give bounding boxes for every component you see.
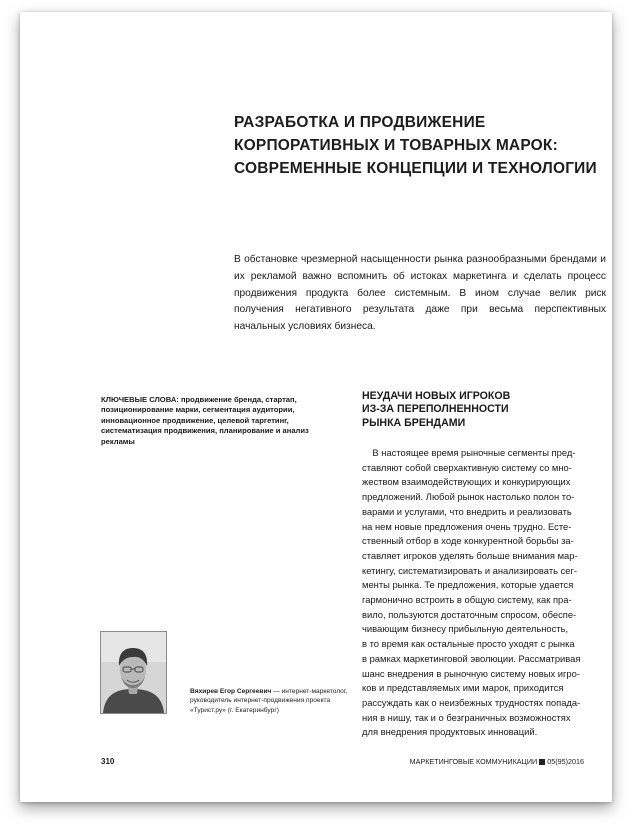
author-bio [190,687,348,715]
article-title-line: СОВРЕМЕННЫЕ КОНЦЕПЦИИ И ТЕХНОЛОГИИ [234,160,597,177]
body-line: варами и услугами, что внедрить и реализовать [362,505,572,517]
body-line: ставляют собой сверхактивную систему со мно- [362,461,572,473]
body-line: гармонично встроить в общую систему, как пра- [362,594,572,606]
body-line: на нем новые предложения очень трудно. Есте- [362,520,572,532]
keywords-block [101,395,341,447]
body-line: ставляет игроков уделять больше внимания мар- [362,549,578,561]
body-line: ния в нишу, так и о безграничных возможностях [362,711,571,723]
section-heading-line: НЕУДАЧИ НОВЫХ ИГРОКОВ [362,390,511,402]
keywords-label: КЛЮЧЕВЫЕ СЛОВА: [101,395,179,404]
body-line: ственный отбор в ходе конкурентной борьбы за- [362,535,574,547]
page-number: 310 [101,757,115,766]
author-portrait-image [101,632,166,713]
body-line: кетингу, систематизировать и анализировать сег- [362,564,578,576]
magazine-page [20,12,612,802]
body-line: рассуждать как о неизбежных трудностях попада- [362,696,581,708]
section-heading-line: РЫНКА БРЕНДАМИ [362,416,466,429]
body-line: шанс внедрения в рыночную систему новых игро- [362,667,580,679]
author-photo [100,631,167,714]
body-line: для внедрения продуктовых инноваций. [362,726,538,738]
journal-name: МАРКЕТИНГОВЫЕ КОММУНИКАЦИИ [409,757,538,766]
author-name: Вяхирев Егор Сергеевич [190,688,272,695]
article-title-line: КОРПОРАТИВНЫХ И ТОВАРНЫХ МАРОК: [234,137,558,154]
section-body [362,446,602,740]
article-title [234,111,604,180]
journal-issue: 05(95)2016 [547,757,584,766]
body-line: в то время как остальные просто уходят с рынка [362,638,575,650]
section-heading [362,390,602,430]
body-line: В настоящее время рыночные сегменты пред- [362,447,576,458]
journal-footer [410,757,584,766]
body-line: предложений. Любой рынок настолько полон то- [362,491,575,503]
body-line: жеством взаимодействующих и конкурирующих [362,476,571,488]
article-lead: В обстановке чрезмерной насыщенности рынка разнообразными брендами и их рекламой важно вспомнить об истоках маркетинга и сделать процесс продвижения продукта более системным. В ином случае велик риск получения негативного результата даже при весьма перспективных начальных условиях бизнеса. [234,254,606,333]
body-line: менты рынка. Те предложения, которые удается [362,579,574,591]
author-bio-line: — интернет-маркетолог, [271,688,348,695]
body-line: ков и представляемых ими марок, приходится [362,682,564,694]
keywords-text: продвижение бренда, стартап, позиционирование марки, сегментация аудитории, инновационное продвижение, целевой таргетинг, систематизация продвижения, планирование и анализ рекламы [101,395,309,446]
body-line: вило, пользуются достаточным спросом, обеспе- [362,608,577,620]
section-heading-line: ИЗ-ЗА ПЕРЕПОЛНЕННОСТИ [362,403,509,416]
body-line: чивающим бизнесу прибыльную деятельность, [362,623,569,635]
body-line: в рамках маркетинговой эволюции. Рассматривая [362,652,581,664]
article-title-line: РАЗРАБОТКА И ПРОДВИЖЕНИЕ [234,114,486,131]
author-bio-line: руководитель интернет-продвижения проекта «Турист.ру» (г. Екатеринбург) [190,697,331,714]
square-separator-icon [539,759,545,765]
